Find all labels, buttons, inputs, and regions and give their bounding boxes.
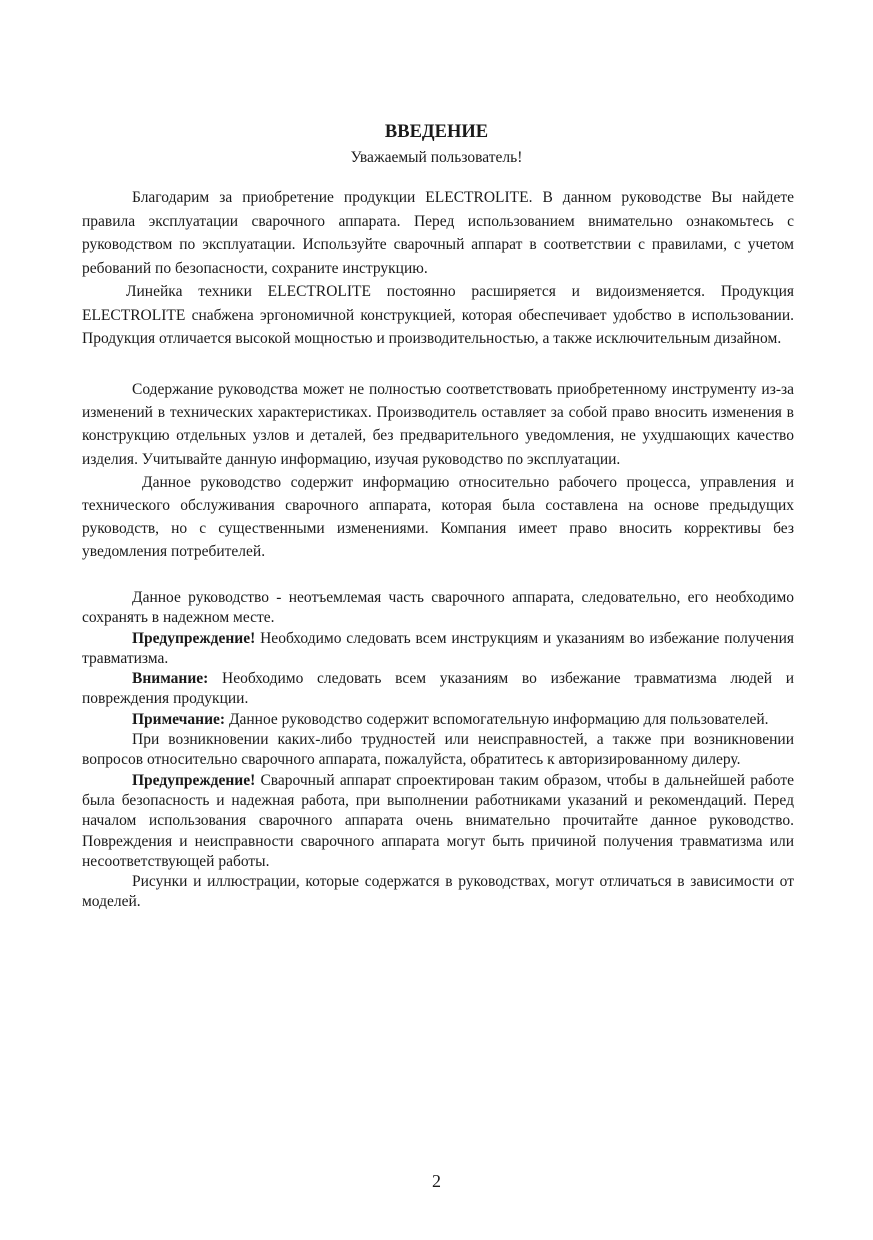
paragraph-manual-info: Данное руководство содержит информацию относительно рабочего процесса, управления и технического обслуживания сварочного аппарата, которая была составлена на основе предыдущих руководств, но с существенными изменениями. Компания имеет право вносить коррективы без уведомления потребителей.	[82, 473, 794, 561]
paragraph-warning	[82, 629, 794, 670]
attention-text: Необходимо следовать всем указаниям во избежание травматизма людей и повреждения продукции.	[82, 670, 794, 708]
note-text: Данное руководство содержит вспомогательную информацию для пользователей.	[225, 710, 769, 728]
safety-warning-text: Сварочный аппарат спроектирован таким образом, чтобы в дальнейшей работе была безопасность и надежная работа, при выполнении работниками указаний и рекомендаций. Перед началом использования сварочного аппарата очень внимательно прочитайте данное руководство. Повреждения и неисправности сварочного аппарата могут быть причиной получения травматизма или несоответствующей работы.	[82, 771, 794, 870]
paragraph-dealer: При возникновении каких-либо трудностей или неисправностей, а также при возникновении вопросов относительно сварочного аппарата, пожалуйста, обратитесь к авторизированному дилеру.	[82, 731, 794, 769]
intro-block	[82, 186, 794, 351]
page-title: ВВЕДЕНИЕ	[384, 122, 489, 142]
warning-text: Необходимо следовать всем инструкциям и указаниям во избежание получения травматизма.	[82, 629, 794, 667]
paragraph-safety-warning	[82, 771, 794, 872]
attention-label: Внимание:	[132, 670, 209, 688]
paragraph-illustrations: Рисунки и иллюстрации, которые содержатся в руководствах, могут отличаться в зависимости от моделей.	[82, 873, 794, 911]
page-number: 2	[432, 1171, 441, 1191]
note-label: Примечание:	[132, 710, 226, 728]
paragraph-content-notice: Содержание руководства может не полностью соответствовать приобретенному инструменту из-за изменений в технических характеристиках. Производитель оставляет за собой право вносить изменения в конструкцию отдельных узлов и деталей, без предварительного уведомления, не ухудшающих качество изделия. Учитывайте данную информацию, изучая руководство по эксплуатации.	[82, 381, 794, 468]
paragraph-product-line: Линейка техники ELECTROLITE постоянно расширяется и видоизменяется. Продукция ELECTROLITE снабжена эргономичной конструкцией, которая обеспечивает удобство в использовании. Продукция отличается высокой мощностью и производительностью, а также исключительным дизайном.	[82, 283, 794, 347]
greeting: Уважаемый пользователь!	[350, 149, 523, 166]
content-block	[82, 378, 794, 564]
warning-label: Предупреждение!	[132, 629, 256, 647]
safety-warning-label: Предупреждение!	[132, 771, 256, 789]
paragraph-keep-manual: Данное руководство - неотъемлемая часть сварочного аппарата, следовательно, его необходимо сохранять в надежном месте.	[82, 589, 794, 627]
notes-block	[82, 588, 794, 913]
paragraph-attention	[82, 669, 794, 710]
paragraph-thanks: Благодарим за приобретение продукции ELECTROLITE. В данном руководстве Вы найдете правила эксплуатации сварочного аппарата. Перед использованием внимательно ознакомьтесь с руководством по эксплуатации. Используйте сварочный аппарат в соответствии с правилами, с учетом ребований по безопасности, сохраните инструкцию.	[82, 189, 794, 277]
paragraph-note	[82, 710, 794, 730]
